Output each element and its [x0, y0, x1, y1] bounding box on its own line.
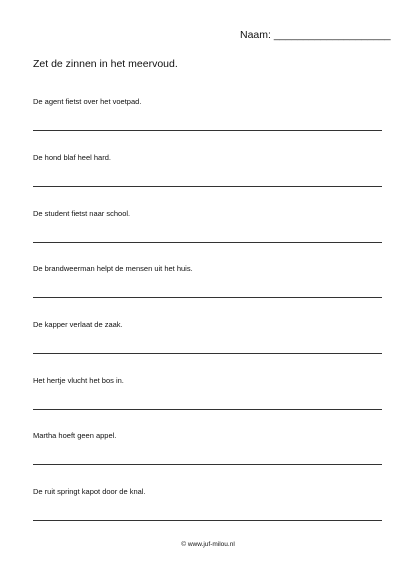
answer-line[interactable] [33, 130, 382, 131]
exercise-item [33, 431, 383, 487]
exercise-item [33, 153, 383, 209]
exercise-item [33, 97, 383, 153]
answer-line[interactable] [33, 520, 382, 521]
exercise-sentence: De ruit springt kapot door de knal. [33, 487, 146, 496]
exercise-sentence: De agent fietst over het voetpad. [33, 97, 142, 106]
page-title: Zet de zinnen in het meervoud. [33, 58, 178, 70]
exercise-item [33, 487, 383, 543]
answer-line[interactable] [33, 297, 382, 298]
exercise-sentence: De brandweerman helpt de mensen uit het huis. [33, 264, 193, 273]
exercise-sentence: Martha hoeft geen appel. [33, 431, 117, 440]
answer-line[interactable] [33, 464, 382, 465]
exercise-sentence: Het hertje vlucht het bos in. [33, 376, 124, 385]
exercise-item [33, 209, 383, 265]
answer-line[interactable] [33, 242, 382, 243]
exercise-item [33, 376, 383, 432]
answer-line[interactable] [33, 409, 382, 410]
answer-line[interactable] [33, 186, 382, 187]
footer-copyright: © www.juf-milou.nl [181, 541, 235, 548]
exercise-item [33, 264, 383, 320]
answer-line[interactable] [33, 353, 382, 354]
name-field: Naam: ____________________ [240, 29, 391, 41]
exercise-sentence: De kapper verlaat de zaak. [33, 320, 123, 329]
exercise-item [33, 320, 383, 376]
exercise-sentence: De hond blaf heel hard. [33, 153, 111, 162]
exercise-sentence: De student fietst naar school. [33, 209, 131, 218]
